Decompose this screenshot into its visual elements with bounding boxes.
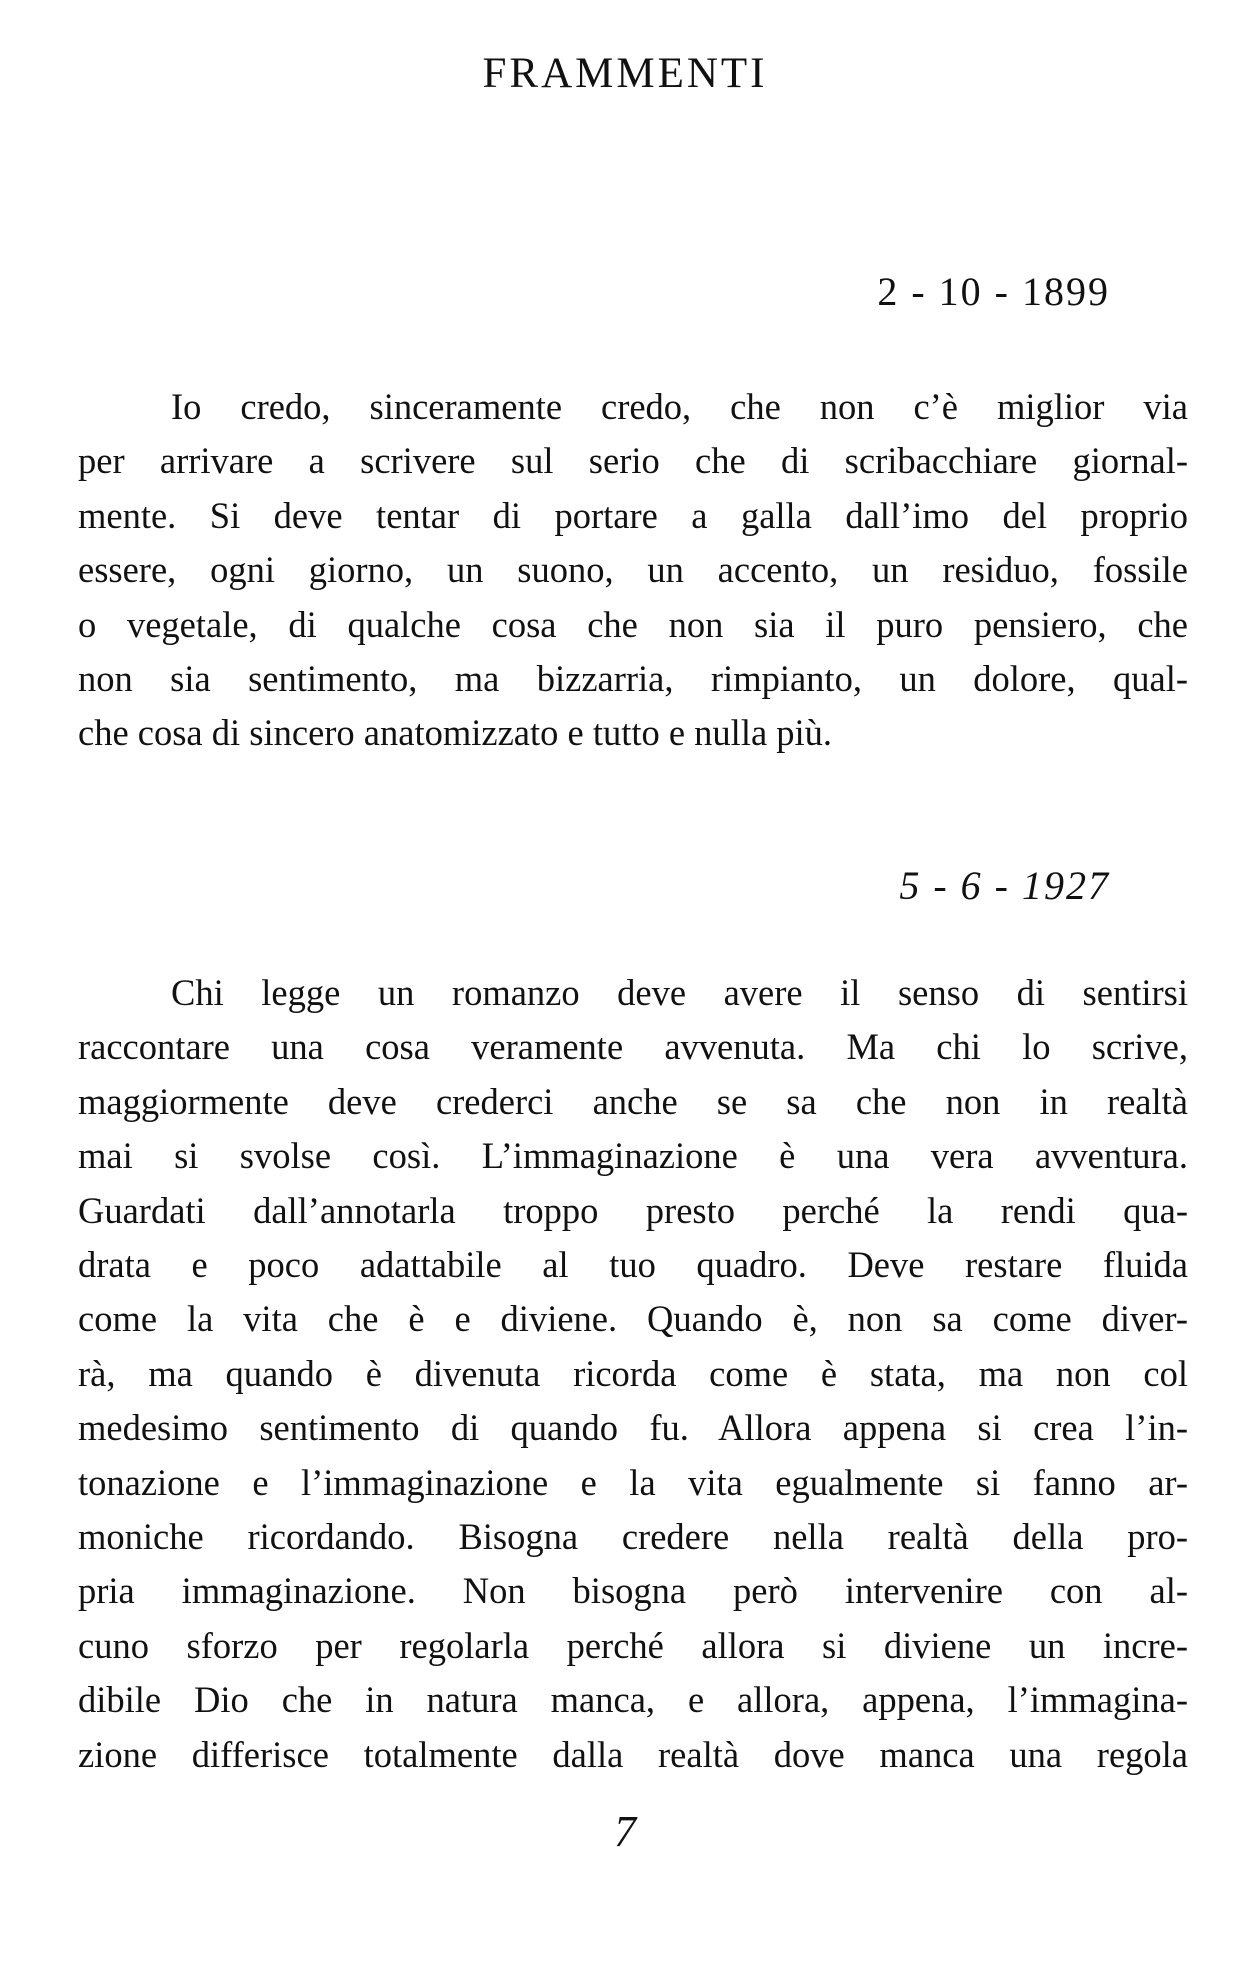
entry-paragraph: [78, 966, 1188, 1782]
entry-date: 5 - 6 - 1927: [899, 863, 1110, 908]
running-title: FRAMMENTI: [482, 50, 768, 97]
text-line: dibile Dio che in natura manca, e allora, appena, l’immagina-: [78, 1679, 1188, 1721]
text-line: zione differisce totalmente dalla realtà dove manca una regola: [78, 1733, 1188, 1775]
text-line: o vegetale, di qualche cosa che non sia il puro pensiero, che: [78, 603, 1188, 645]
text-line: medesimo sentimento di quando fu. Allora appena si crea l’in-: [78, 1407, 1188, 1449]
text-line: tonazione e l’immaginazione e la vita egualmente si fanno ar-: [78, 1461, 1188, 1503]
text-line: maggiormente deve crederci anche se sa che non in realtà: [78, 1080, 1188, 1122]
text-line: come la vita che è e diviene. Quando è, non sa come diver-: [78, 1298, 1188, 1340]
text-line: Chi legge un romanzo deve avere il senso di sentirsi: [171, 972, 1188, 1013]
text-line: cuno sforzo per regolarla perché allora si diviene un incre-: [78, 1624, 1188, 1666]
text-line: per arrivare a scrivere sul serio che di scribacchiare giornal-: [78, 440, 1188, 482]
text-line: moniche ricordando. Bisogna credere nella realtà della pro-: [78, 1516, 1188, 1558]
entry-paragraph: [78, 380, 1188, 761]
text-line: drata e poco adattabile al tuo quadro. Deve restare fluida: [78, 1244, 1188, 1286]
entry-date: 2 - 10 - 1899: [877, 269, 1110, 314]
text-line: pria immaginazione. Non bisogna però intervenire con al-: [78, 1570, 1188, 1612]
text-line: essere, ogni giorno, un suono, un accento, un residuo, fossile: [78, 549, 1188, 591]
text-line: mai si svolse così. L’immaginazione è una vera avventura.: [78, 1135, 1188, 1177]
text-line: Guardati dall’annotarla troppo presto perché la rendi qua-: [78, 1189, 1188, 1231]
text-line: Io credo, sinceramente credo, che non c’è miglior via: [171, 386, 1188, 427]
text-line: mente. Si deve tentar di portare a galla dall’imo del proprio: [78, 494, 1188, 536]
text-line: che cosa di sincero anatomizzato e tutto e nulla più.: [78, 712, 833, 754]
text-line: raccontare una cosa veramente avvenuta. Ma chi lo scrive,: [78, 1026, 1188, 1068]
text-line: rà, ma quando è divenuta ricorda come è stata, ma non col: [78, 1352, 1188, 1394]
page-number: 7: [614, 1807, 636, 1856]
text-line: non sia sentimento, ma bizzarria, rimpianto, un dolore, qual-: [78, 658, 1188, 700]
